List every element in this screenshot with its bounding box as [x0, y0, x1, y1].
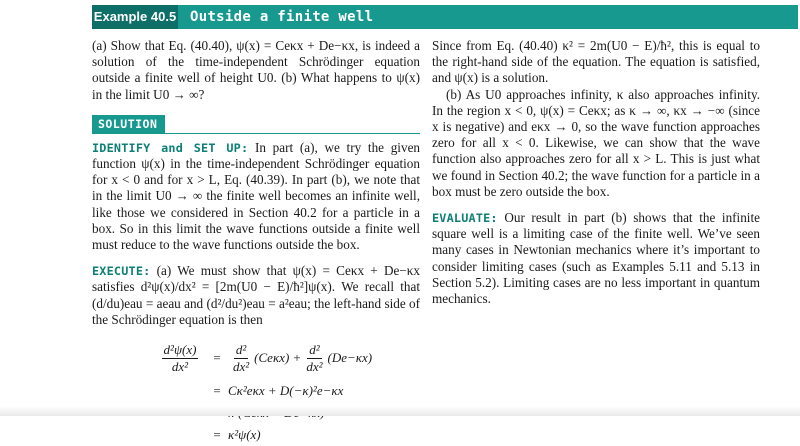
solution-divider — [92, 115, 420, 134]
execute-heading: EXECUTE: — [92, 264, 151, 279]
identify-text: In part (a), we try the given function ψ(x) in the time-independent Schrödinger equation for x < 0 and for x > L, Eq. (40.39). In part (b), we note that in the limit U0 → ∞ the finite well becomes an infinite well, like those we considered in Section 40.2 for a particle in a box. So in this limit the wave functions outside a finite well must reduce to the wave functions outside the box. — [92, 139, 421, 253]
derivative-fraction: $\frac{\text{d²}}{\text{dx²}}$ — [306, 341, 323, 374]
example-title: Outside a finite well — [190, 9, 374, 25]
identify-heading: IDENTIFY and SET UP: — [92, 140, 249, 155]
lhs-fraction: $\frac{\text{d²ψ(x)}}{\text{dx²}}$ — [163, 341, 197, 374]
execute-paragraph — [92, 263, 420, 328]
page-bottom-edge — [0, 406, 800, 416]
evaluate-heading: EVALUATE: — [432, 211, 498, 226]
problem-statement: (a) Show that Eq. (40.40), ψ(x) = Ceκx + De−κx, is indeed a solution of the time-independent Schrödinger equation outside a finite well of height U0. (b) What happens to ψ(x) in the limit U0 → ∞? — [92, 38, 420, 102]
equation-block — [154, 336, 420, 446]
result-paragraph: Since from Eq. (40.40) κ² = 2m(U0 − E)/ħ², this is equal to the right-hand side of the equation. The equation is satisfied, and ψ(x) is a solution. — [432, 38, 760, 86]
identify-paragraph — [92, 140, 420, 253]
example-title-bar — [92, 5, 798, 29]
right-column — [432, 38, 760, 307]
execute-text: (a) We must show that ψ(x) = Ceκx + De−κx satisfies d²ψ(x)/dx² = [2m(U0 − E)/ħ²]ψ(x). We recall that (d/du)eau = aeau and (d²/du²)eau = a²eau; the left-hand side of the Schrödinger equation is then — [92, 263, 420, 327]
left-column — [92, 38, 420, 446]
derivative-fraction: $\frac{\text{d²}}{\text{dx²}}$ — [233, 341, 250, 374]
equation-row-1: $\frac{\text{d²ψ(x)}}{\text{dx²}}$ = $\frac{\text{d²}}{\text{dx²}}$ (Ceκx) + $\frac{\text{d²}}{\text{dx²}}$ (De−κx) — [163, 341, 373, 374]
evaluate-paragraph — [432, 210, 760, 307]
equation-row-4: = κ²ψ(x) — [213, 427, 261, 443]
example-number-label: Example 40.5 — [92, 5, 178, 29]
evaluate-text: Our result in part (b) shows that the infinite square well is a limiting case of the finite well. We’ve seen many cases in Newtonian mechanics where it’s important to consider limiting cases (such as Examples 5.11 and 5.13 in Section 5.2). Limiting cases are no less important in quantum mechanics. — [432, 210, 760, 307]
equation-row-2: = Cκ²eκx + D(−κ)²e−κx — [213, 383, 344, 399]
part-b-paragraph: (b) As U0 approaches infinity, κ also approaches infinity. In the region x < 0, ψ(x) = Ceκx; as κ → ∞, κx → −∞ (since x is negative) and eκx → 0, so the wave function approaches zero for all x < 0. Likewise, we can show that the wave function also approaches zero for all x > L. This is just what we found in Section 40.2; the wave function for a particle in a box must be zero outside the box. — [432, 86, 760, 199]
solution-label: SOLUTION — [92, 115, 165, 133]
